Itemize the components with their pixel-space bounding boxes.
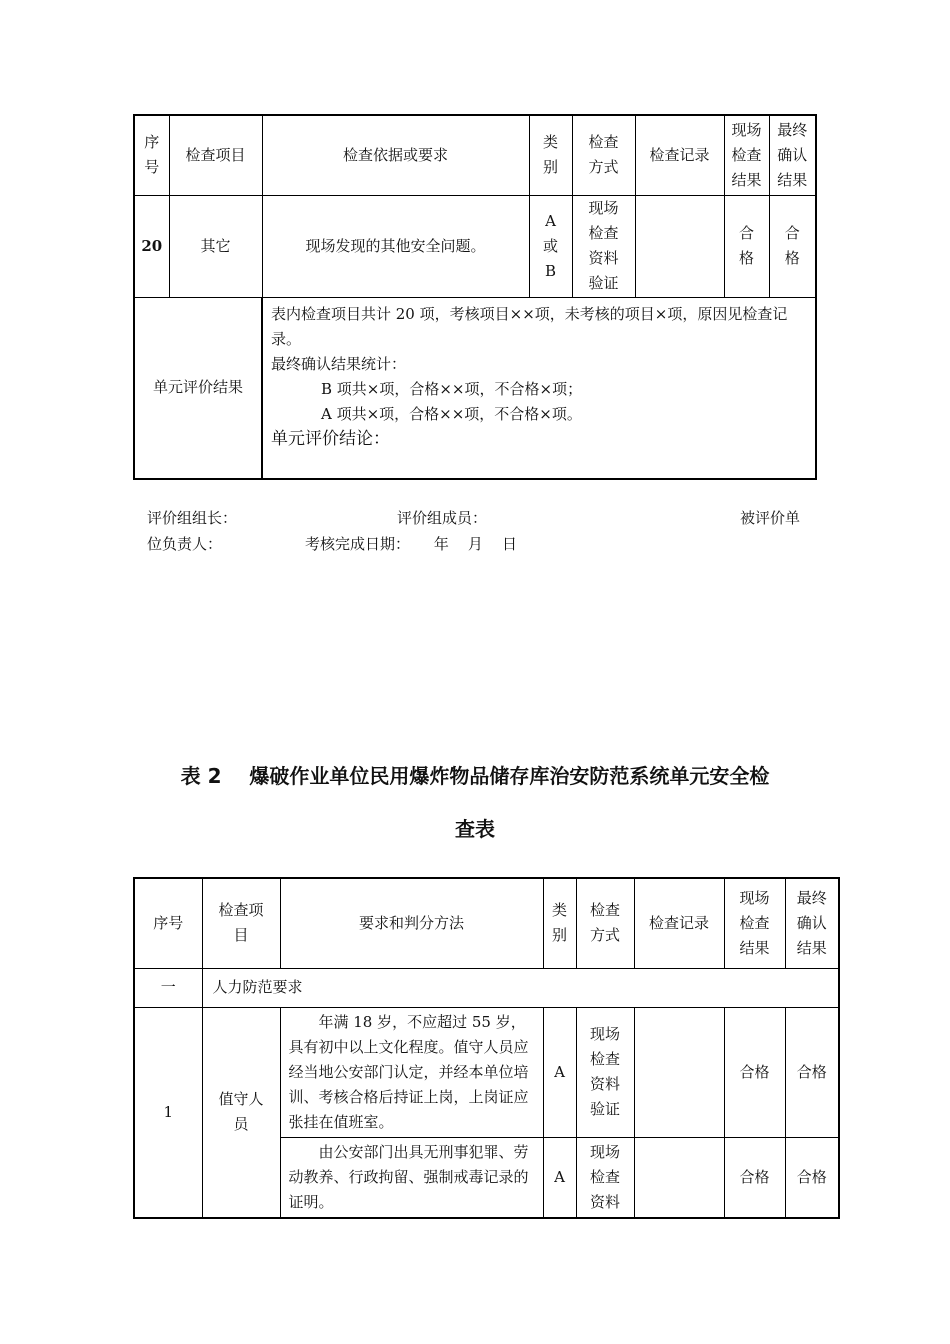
header-method-line: 检查 [588,133,619,152]
row-site-result: 合格 [724,1137,785,1218]
header-basis: 检查依据或要求 [262,115,529,195]
header-site-result-line: 现场 [731,120,762,139]
header-category [543,878,576,968]
header-method-req: 要求和判分方法 [280,878,543,968]
evaluation-row [134,297,816,479]
evaluation-content [262,297,816,479]
header-site-result-line: 检查 [731,145,762,164]
header-category-line: 别 [551,926,567,945]
row-method-line: 检查 [589,1167,620,1186]
row-method-line: 验证 [589,1100,620,1118]
evaluation-line: 表内检查项目共计 20 项，考核项目××项，未考核的项目×项，原因见检查记录。 [271,304,788,348]
row-category-line: B [544,261,557,280]
row-record [634,1007,724,1137]
table2-header-row [134,878,839,968]
row-item [202,1007,280,1218]
header-method [576,878,634,968]
row-category-line: 或 [542,236,558,255]
header-item [202,878,280,968]
requirement-text: 由公安部门出具无刑事犯罪、劳动教养、行政拘留、强制戒毒记录的证明。 [288,1142,529,1211]
header-site-result-line: 现场 [739,888,770,907]
row-requirement [280,1007,543,1137]
row-method [572,195,635,297]
header-final-result-line: 确认 [796,913,827,932]
header-record: 检查记录 [635,115,724,195]
row-site-result [724,195,769,297]
row-method-line: 资料 [589,1192,620,1211]
row-method-line: 现场 [589,1142,620,1161]
header-site-result-line: 结果 [731,170,762,189]
row-method-line: 验证 [588,274,619,292]
row-method [576,1007,634,1137]
header-final-result-line: 最终 [777,120,808,139]
header-site-result [724,878,785,968]
row-final-result: 合格 [785,1137,839,1218]
inspection-table-1 [133,114,817,480]
row-site-result-line: 合 [738,224,754,242]
row-record [634,1137,724,1218]
row-item-line: 值守人 [218,1090,264,1108]
row-method-line: 资料 [589,1075,620,1093]
header-seq: 序号 [134,878,202,968]
header-site-result-line: 检查 [739,913,770,932]
row-final-result: 合格 [785,1007,839,1137]
row-method-line: 现场 [589,1025,620,1043]
row-method [576,1137,634,1218]
row-item-line: 员 [233,1115,249,1133]
row-method-line: 检查 [589,1050,620,1068]
header-final-result-line: 最终 [796,888,827,907]
section-num: 一 [134,968,202,1007]
header-seq-line: 序 [144,133,160,152]
header-seq [134,115,169,195]
header-record: 检查记录 [634,878,724,968]
header-category-line: 别 [542,158,558,177]
header-item: 检查项目 [169,115,262,195]
table2-title-line1: 表 2 爆破作业单位民用爆炸物品储存库治安防范系统单元安全检 [180,764,770,788]
header-item-line: 目 [233,926,249,945]
requirement-text: 年满 18 岁，不应超过 55 岁，具有初中以上文化程度。值守人员应经当地公安部门认定，并经本单位培训、考核合格后持证上岗，上岗证应张挂在值班室。 [288,1012,529,1131]
row-category: A [543,1137,576,1218]
row-seq: 1 [134,1007,202,1218]
table1-header-row [134,115,816,195]
header-site-result [724,115,769,195]
row-final-result-line: 格 [784,249,800,267]
header-final-result-line: 确认 [777,145,808,164]
row-record [635,195,724,297]
header-category [529,115,572,195]
completion-date: 考核完成日期： 年 月 日 [305,535,517,553]
header-final-result-line: 结果 [796,938,827,957]
row-site-result-line: 格 [738,249,754,267]
row-category-line: A [545,211,556,230]
row-seq: 20 [134,195,169,297]
header-seq-line: 号 [144,158,160,177]
unit-label-part1: 被评价单 [740,509,801,527]
members-label: 评价组成员： [397,509,488,527]
row-method-line: 资料 [588,249,619,267]
section-row [134,968,839,1007]
row-category [529,195,572,297]
evaluation-line: 最终确认结果统计： [271,354,407,373]
header-category-line: 类 [551,901,567,920]
evaluation-conclusion: 单元评价结论： [271,428,390,449]
evaluation-label: 单元评价结果 [134,297,262,479]
row-method-line: 检查 [588,224,619,242]
row-item: 其它 [169,195,262,297]
section-label: 人力防范要求 [202,968,839,1007]
header-final-result [769,115,816,195]
inspection-table-2 [133,877,840,1219]
row-method-line: 现场 [588,199,619,217]
header-category-line: 类 [542,133,558,152]
table-row [134,195,816,297]
evaluation-line: B 项共×项，合格××项，不合格×项； [321,379,583,398]
row-site-result: 合格 [724,1007,785,1137]
row-basis: 现场发现的其他安全问题。 [262,195,529,297]
table-row [134,1007,839,1137]
table2-title-line2: 查表 [455,817,495,841]
header-method-line: 方式 [588,158,619,177]
row-final-result [769,195,816,297]
header-method-line: 检查 [589,901,620,920]
row-final-result-line: 合 [784,224,800,242]
leader-label: 评价组组长： [147,509,238,527]
header-final-result-line: 结果 [777,170,808,189]
header-item-line: 检查项 [218,901,264,920]
row-requirement [280,1137,543,1218]
header-method [572,115,635,195]
row-category: A [543,1007,576,1137]
evaluation-line: A 项共×项，合格××项，不合格×项。 [321,404,582,423]
header-site-result-line: 结果 [739,938,770,957]
header-method-line: 方式 [589,926,620,945]
unit-label-part2: 位负责人： [147,535,223,553]
header-final-result [785,878,839,968]
